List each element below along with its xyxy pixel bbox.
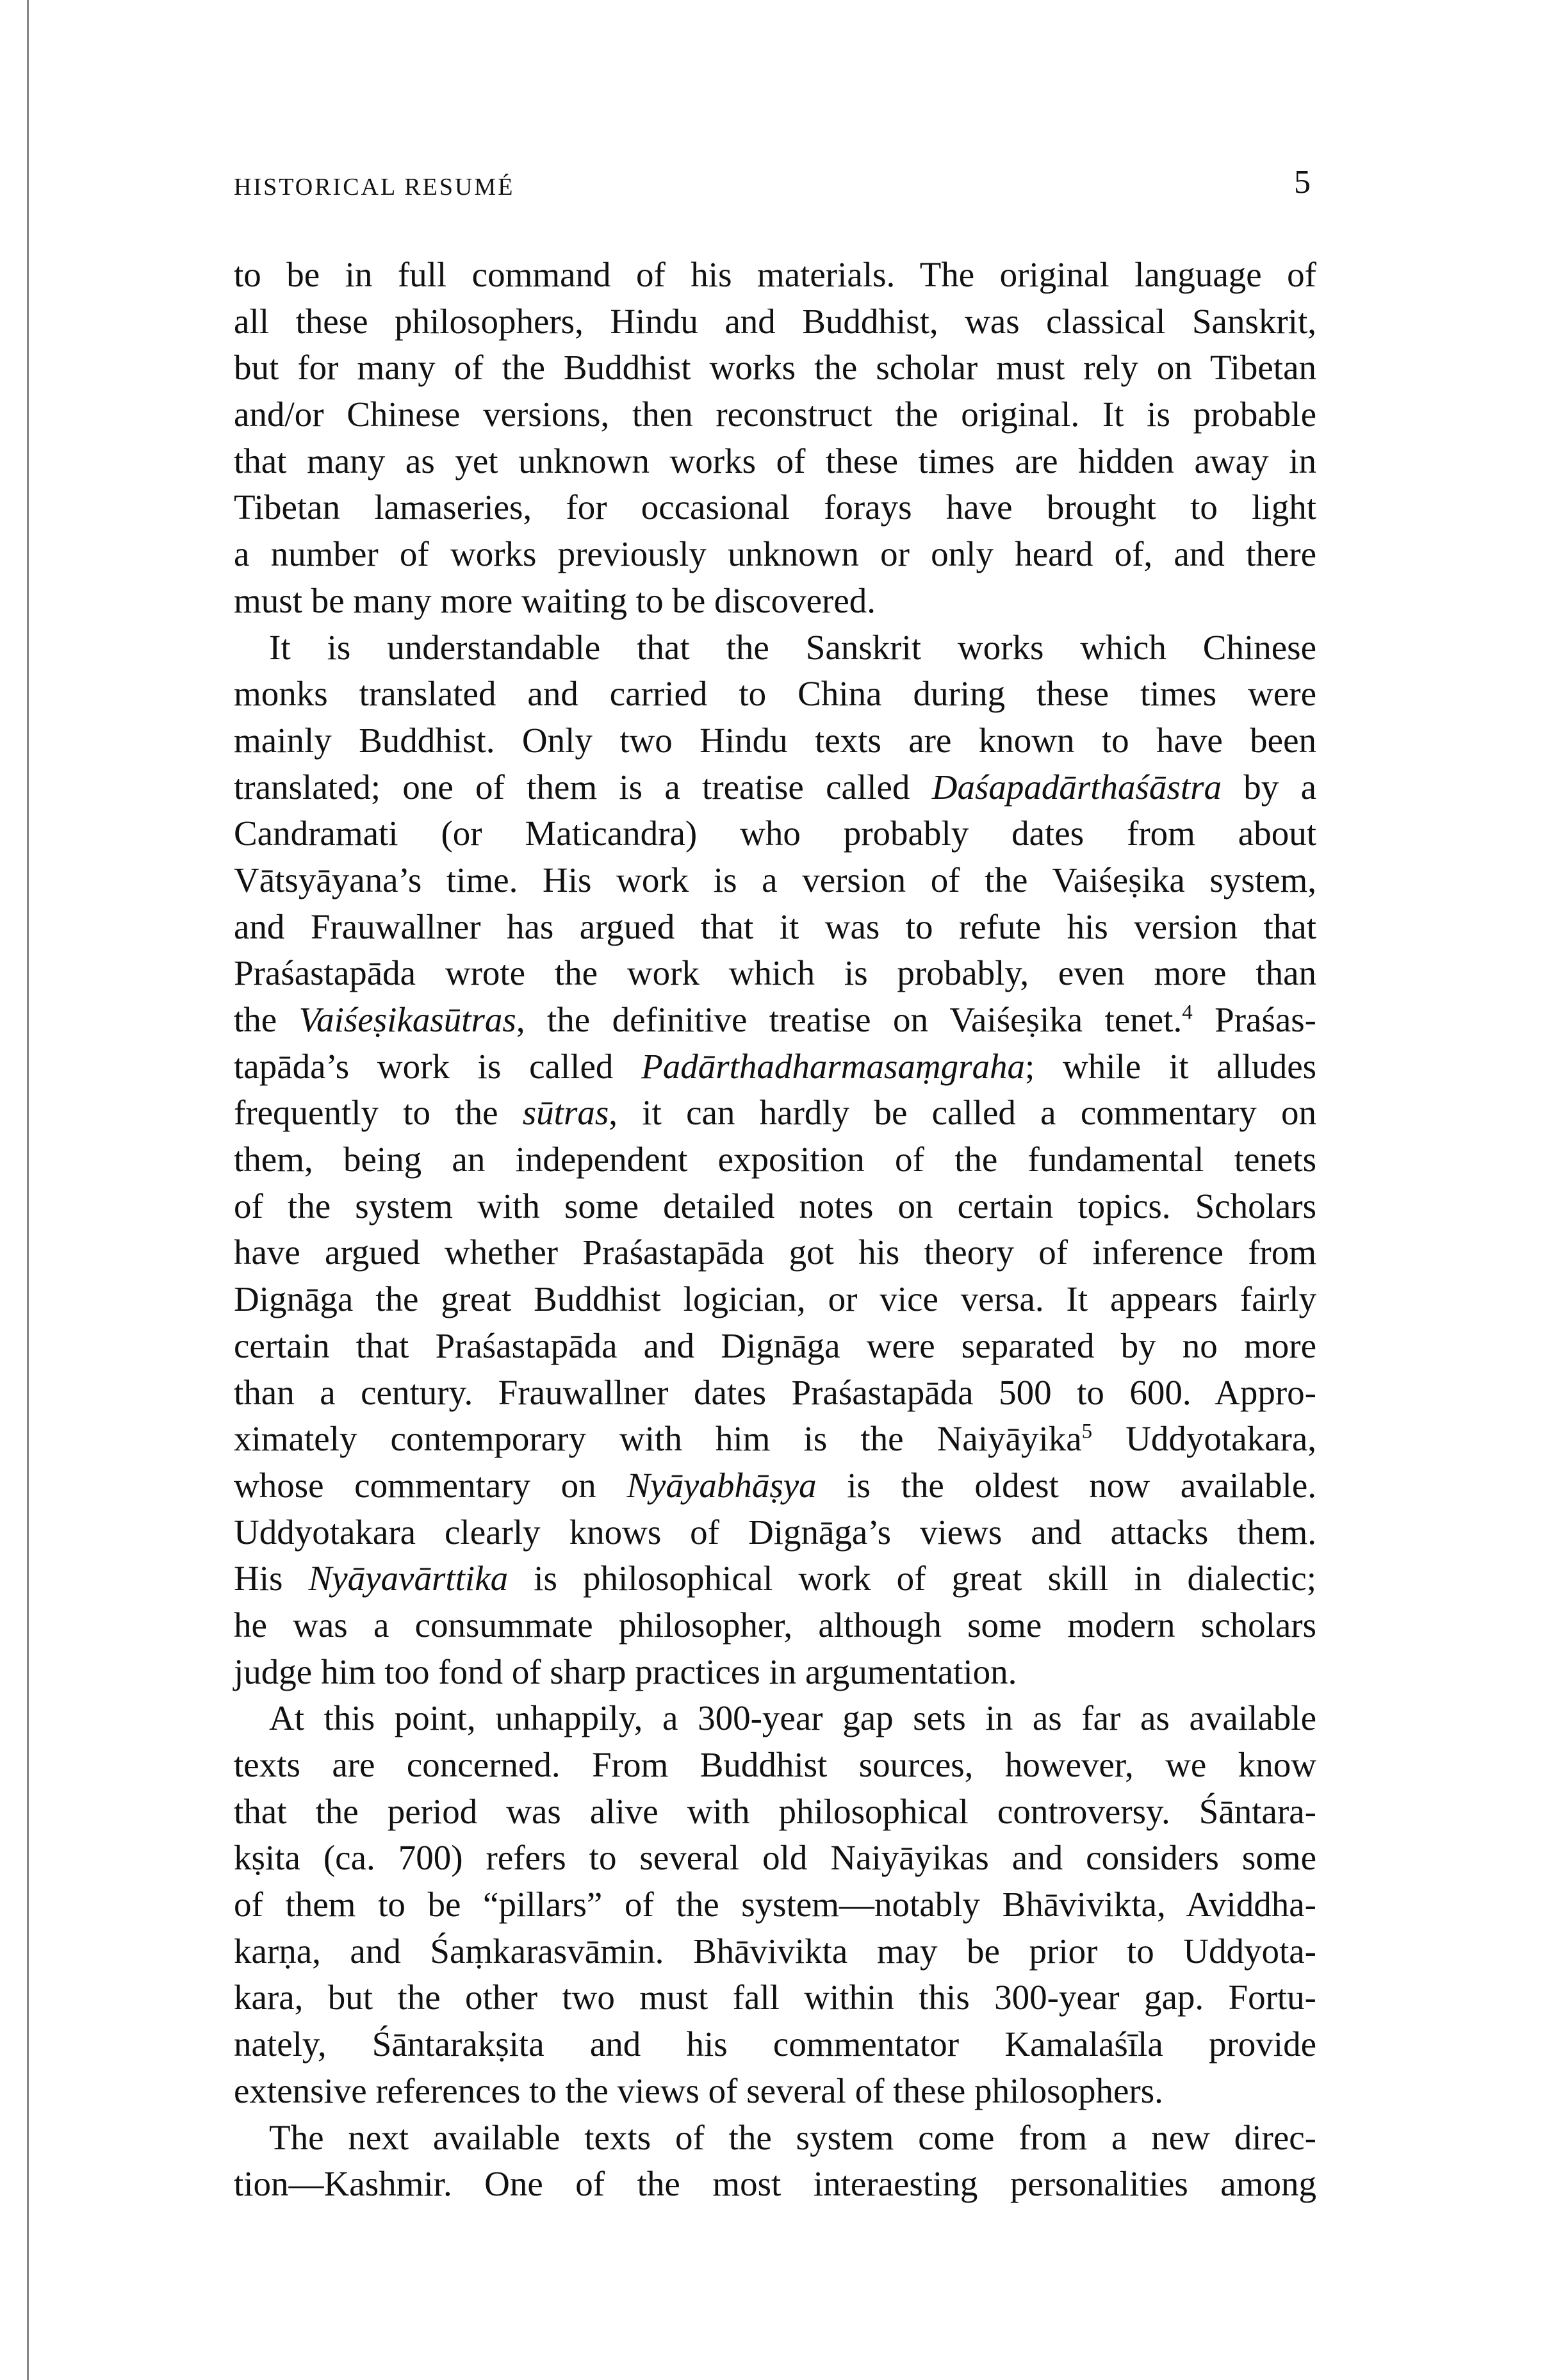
text-span: Candramati (or Maticandra) who probably dates from about: [234, 814, 1316, 853]
text-line: [234, 1974, 1316, 2021]
text-line: [234, 2115, 1316, 2162]
text-span: texts are concerned. From Buddhist sources, however, we know: [234, 1745, 1316, 1784]
paragraph: [234, 625, 1316, 1696]
paragraph: [234, 1695, 1316, 2114]
text-span: It is understandable that the Sanskrit works which Chinese: [269, 627, 1316, 667]
text-span: that many as yet unknown works of these times are hidden away in: [234, 441, 1316, 480]
italic-term: sūtras: [522, 1093, 609, 1133]
text-line: [234, 1882, 1316, 1928]
text-span: extensive references to the views of several of these philosophers.: [234, 2071, 1163, 2110]
page-number: 5: [1294, 164, 1311, 201]
text-line: [234, 1183, 1316, 1230]
text-span: but for many of the Buddhist works the scholar must rely on Tibetan: [234, 348, 1316, 388]
text-span: ximately contemporary with him is the Naiyāyika: [234, 1419, 1082, 1459]
text-span: frequently to the: [234, 1093, 523, 1133]
text-span: Tibetan lamaseries, for occasional forays have brought to light: [234, 488, 1316, 527]
text-line: [234, 1602, 1316, 1649]
text-span: a number of works previously unknown or only heard of, and there: [234, 534, 1316, 574]
text-line: [234, 1416, 1316, 1463]
text-line: [234, 484, 1316, 531]
text-span: , it can hardly be called a commentary on: [609, 1093, 1316, 1133]
text-line: [234, 1695, 1316, 1742]
text-line: [234, 2161, 1316, 2208]
italic-term: Padārthadharmasaṃgraha: [641, 1046, 1026, 1086]
text-line: [234, 2068, 1316, 2115]
footnote-ref: 5: [1081, 1420, 1093, 1443]
text-span: is the oldest now available.: [816, 1465, 1316, 1505]
text-span: them, being an independent exposition of the fundamental tenets: [234, 1140, 1316, 1179]
text-span: certain that Praśastapāda and Dignāga were separated by no more: [234, 1325, 1316, 1365]
running-head: HISTORICAL RESUMÉ: [234, 174, 515, 201]
text-span: to be in full command of his materials. The original language of: [234, 255, 1316, 294]
text-span: whose commentary on: [234, 1465, 627, 1505]
text-line: [234, 1742, 1316, 1789]
italic-term: Daśapadārthaśāstra: [931, 767, 1222, 807]
paragraph: [234, 2115, 1316, 2208]
text-line: [234, 1137, 1316, 1183]
text-line: [234, 950, 1316, 997]
text-span: of them to be “pillars” of the system—notably Bhāvivikta, Aviddha-: [234, 1885, 1316, 1925]
text-span: Uddyotakara,: [1092, 1419, 1316, 1459]
text-span: kṣita (ca. 700) refers to several old Naiyāyikas and considers some: [234, 1838, 1316, 1878]
text-line: [234, 1835, 1316, 1882]
text-span: mainly Buddhist. Only two Hindu texts are known to have been: [234, 720, 1316, 760]
text-span: and Frauwallner has argued that it was to refute his version that: [234, 907, 1316, 946]
text-span: Vātsyāyana’s time. His work is a version of the Vaiśeṣika system,: [234, 860, 1316, 899]
text-line: [234, 997, 1316, 1044]
text-line: [234, 904, 1316, 951]
text-line: [234, 1276, 1316, 1323]
scan-margin-line: [27, 0, 29, 2380]
text-span: he was a consummate philosopher, although some modern scholars: [234, 1605, 1316, 1645]
text-span: , the definitive treatise on Vaiśeṣika tenet.: [516, 1000, 1182, 1039]
text-line: [234, 718, 1316, 764]
text-line: [234, 671, 1316, 718]
text-span: nately, Śāntarakṣita and his commentator Kamalaśīla provide: [234, 2024, 1316, 2064]
text-line: [234, 764, 1316, 811]
text-line: [234, 391, 1316, 438]
text-span: is philosophical work of great skill in dialectic;: [508, 1559, 1316, 1598]
text-span: tion—Kashmir. One of the most interaesting personalities among: [234, 2164, 1316, 2204]
text-span: monks translated and carried to China during these times were: [234, 674, 1316, 714]
text-span: tapāda’s work is called: [234, 1046, 642, 1086]
text-line: [234, 299, 1316, 345]
text-span: all these philosophers, Hindu and Buddhist, was classical Sanskrit,: [234, 301, 1316, 341]
text-span: of the system with some detailed notes on certain topics. Scholars: [234, 1186, 1316, 1226]
text-span: Uddyotakara clearly knows of Dignāga’s views and attacks them.: [234, 1512, 1316, 1552]
text-span: and/or Chinese versions, then reconstruct the original. It is probable: [234, 395, 1316, 434]
text-line: [234, 1555, 1316, 1602]
text-line: [234, 1323, 1316, 1370]
text-span: Praśastapāda wrote the work which is probably, even more than: [234, 953, 1316, 993]
text-line: [234, 1370, 1316, 1416]
text-span: that the period was alive with philosophical controversy. Śāntara-: [234, 1791, 1316, 1831]
text-span: karṇa, and Śaṃkarasvāmin. Bhāvivikta may be prior to Uddyota-: [234, 1931, 1316, 1971]
footnote-ref: 4: [1182, 1001, 1193, 1024]
text-line: [234, 810, 1316, 857]
text-span: kara, but the other two must fall within this 300-year gap. Fortu-: [234, 1978, 1316, 2017]
text-line: [234, 1928, 1316, 1975]
text-line: [234, 1509, 1316, 1556]
text-span: must be many more waiting to be discovered.: [234, 580, 876, 620]
text-line: [234, 1090, 1316, 1137]
text-line: [234, 252, 1316, 299]
text-line: [234, 1229, 1316, 1276]
text-span: judge him too fond of sharp practices in argumentation.: [234, 1652, 1017, 1691]
text-line: [234, 857, 1316, 904]
text-span: translated; one of them is a treatise called: [234, 767, 932, 807]
italic-term: Nyāyavārttika: [308, 1559, 509, 1598]
text-line: [234, 438, 1316, 485]
text-line: [234, 578, 1316, 625]
paragraph: [234, 252, 1316, 625]
text-span: have argued whether Praśastapāda got his theory of inference from: [234, 1233, 1316, 1272]
text-line: [234, 1789, 1316, 1835]
text-span: than a century. Frauwallner dates Praśastapāda 500 to 600. Appro-: [234, 1372, 1316, 1412]
text-span: The next available texts of the system come from a new direc-: [269, 2117, 1316, 2157]
text-line: [234, 531, 1316, 578]
text-line: [234, 2021, 1316, 2068]
italic-term: Vaiśeṣikasūtras: [299, 1000, 516, 1039]
text-span: Dignāga the great Buddhist logician, or vice versa. It appears fairly: [234, 1279, 1316, 1319]
text-span: His: [234, 1559, 309, 1598]
text-line: [234, 625, 1316, 671]
text-span: Praśas-: [1192, 1000, 1316, 1039]
text-line: [234, 1463, 1316, 1509]
text-span: the: [234, 1000, 299, 1039]
body-text: [234, 252, 1316, 2208]
text-line: [234, 1649, 1316, 1696]
text-span: ; while it alludes: [1025, 1046, 1317, 1086]
text-span: by a: [1222, 767, 1317, 807]
text-line: [234, 345, 1316, 391]
italic-term: Nyāyabhāṣya: [626, 1465, 817, 1505]
text-span: At this point, unhappily, a 300-year gap sets in as far as available: [269, 1698, 1316, 1738]
text-line: [234, 1044, 1316, 1090]
